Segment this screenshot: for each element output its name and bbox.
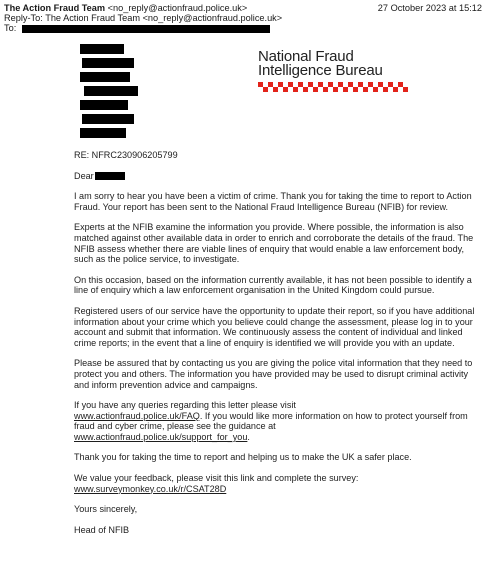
logo-line-1: National Fraud: [258, 48, 354, 65]
p8-text: We value your feedback, please visit this link and complete the survey:: [74, 473, 359, 484]
sender-email[interactable]: <no_reply@actionfraud.police.uk>: [107, 3, 248, 13]
reference-number: RE: NFRC230906205799: [74, 150, 178, 160]
reply-to-value[interactable]: The Action Fraud Team <no_reply@actionfraud.police.uk>: [45, 13, 283, 23]
redacted-name: [95, 172, 125, 180]
to-label: To:: [4, 23, 17, 33]
paragraph-7: Thank you for taking the time to report and helping us to make the UK a safer place.: [74, 452, 412, 463]
paragraph-8: [74, 473, 484, 494]
paragraph-3: On this occasion, based on the information currently available, it has not been possible to identify a line of enquiry which a law enforcement organisation in the United Kingdom could pursue.: [74, 274, 472, 296]
salutation: [74, 171, 484, 182]
p6-text-a: If you have any queries regarding this letter please visit: [74, 400, 296, 411]
redaction-bar: [80, 44, 124, 54]
email-date: 27 October 2023 at 15:12: [377, 3, 482, 13]
salutation-word: Dear: [74, 170, 94, 181]
paragraph-4: Registered users of our service have the opportunity to update their report, so if you have additional information about your crime which you believe could change the assessment, please log in to your account and submit that information. We continuously assess the content of individual and linked crime reports; in the event that a line of enquiry is identified we will provide you with an update.: [74, 305, 475, 348]
faq-link[interactable]: www.actionfraud.police.uk/FAQ: [74, 410, 200, 421]
logo-line-2: Intelligence Bureau: [258, 62, 383, 79]
nfib-logo: [258, 50, 418, 92]
email-to: [4, 23, 270, 33]
redaction-bar: [82, 58, 134, 68]
email-from: [4, 3, 247, 13]
paragraph-5: Please be assured that by contacting us you are giving the police vital information that they need to protect you and others. The information you have provided may be used to disrupt criminal activity and inform prevention advice and campaigns.: [74, 358, 473, 390]
email-reply-to: [4, 13, 282, 23]
checker-cell: [403, 87, 408, 92]
signature: Head of NFIB: [74, 524, 130, 535]
survey-link[interactable]: www.surveymonkey.co.uk/r/CSAT28D: [74, 483, 227, 494]
redaction-bar: [80, 72, 130, 82]
paragraph-6: [74, 400, 484, 442]
closing: Yours sincerely,: [74, 504, 138, 515]
sender-name: The Action Fraud Team: [4, 3, 106, 13]
paragraph-2: Experts at the NFIB examine the information you provide. Where possible, the information is also matched against other available data in order to enrich and corroborate the details of the fraud. The NFIB assess whether there are viable lines of enquiry that would enable a law enforcement body, such as the police service, to investigate.: [74, 222, 474, 265]
support-link[interactable]: www.actionfraud.police.uk/support_for_you: [74, 431, 248, 442]
letter-body: [74, 150, 484, 535]
redacted-address-block: [80, 44, 138, 154]
redacted-recipient: [22, 25, 270, 33]
checkerboard-band-icon: [258, 82, 408, 92]
redaction-bar: [82, 114, 134, 124]
redaction-bar: [80, 128, 126, 138]
redaction-bar: [80, 100, 128, 110]
reply-to-label: Reply-To:: [4, 13, 43, 23]
redaction-bar: [84, 86, 138, 96]
paragraph-1: I am sorry to hear you have been a victim of crime. Thank you for taking the time to report to Action Fraud. Your report has been sent to the National Fraud Intelligence Bureau (NFIB) for review.: [74, 191, 472, 212]
p6-text-b: . If you would like more information on how to protect yourself from fraud and cyber crime, please see the guidance at: [74, 410, 468, 432]
p6-text-c: .: [247, 431, 250, 442]
